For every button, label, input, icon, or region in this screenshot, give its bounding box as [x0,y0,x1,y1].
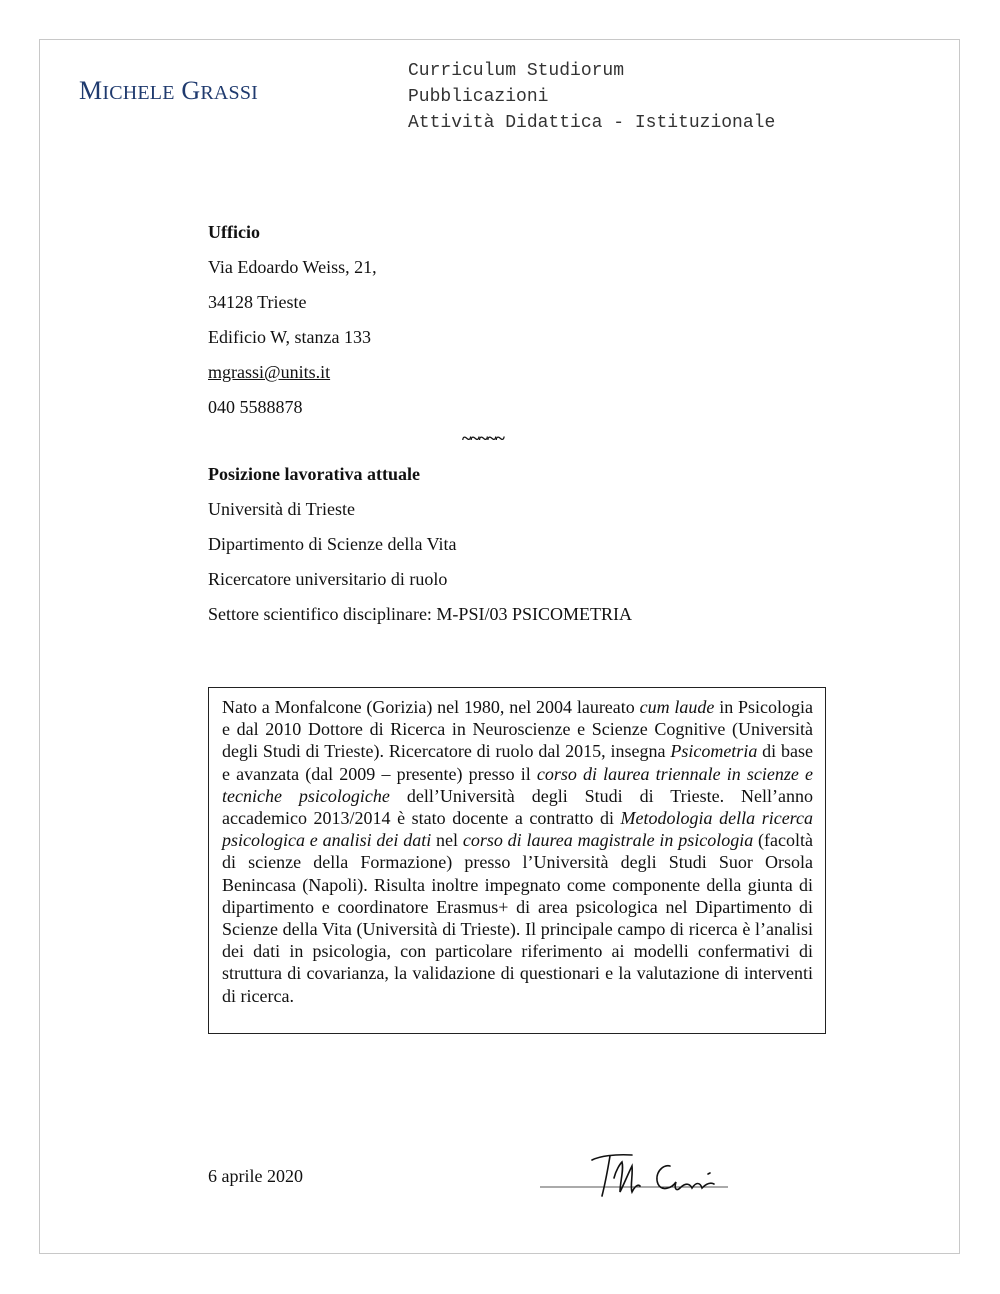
bio-italic-2: Psicometria [670,741,758,762]
nav-curriculum[interactable]: Curriculum Studiorum [408,61,625,81]
bio-italic-1: cum laude [639,697,715,717]
office-phone: 040 5588878 [208,397,303,417]
header-nav [408,58,775,136]
bio-text-1: Nato a Monfalcone (Gorizia) nel 1980, nel 2004 laureato [222,697,640,717]
position-university: Università di Trieste [208,499,355,519]
bio-box [208,687,826,1034]
position-department: Dipartimento di Scienze della Vita [208,534,457,554]
name-last-initial: G [181,76,201,105]
bio-text-3: di base e avanzata (dal 2009 – presente) presso il [222,741,813,784]
office-heading: Ufficio [208,222,260,242]
bio-text-4: dell’Università degli Studi di Trieste. Nell’anno accademico 2013/2014 è stato docente a contratto di [222,785,814,829]
position-heading: Posizione lavorativa attuale [208,464,420,484]
page-frame [39,39,960,1254]
position-section [208,462,632,637]
bio-text-5: nel [431,830,463,851]
position-role: Ricercatore universitario di ruolo [208,569,448,589]
name-first-initial: M [79,76,103,105]
document-date: 6 aprile 2020 [208,1166,303,1186]
office-email-link[interactable]: mgrassi@units.it [208,362,331,382]
office-room: Edificio W, stanza 133 [208,327,371,347]
author-name [79,76,258,106]
name-last-rest: RASSI [200,82,259,104]
nav-attivita[interactable]: Attività Didattica - Istituzionale [408,113,776,133]
position-sector: Settore scientifico disciplinare: M-PSI/03 PSICOMETRIA [208,604,632,624]
office-section [208,220,377,430]
bio-text-2: in Psicologia e dal 2010 Dottore di Ricerca in Neuroscienze e Scienze Cognitive (Università degli Studi di Trieste). Ricercatore di ruolo dal 2015, insegna [222,697,814,762]
bio-italic-3: corso di laurea triennale in scienze e tecniche psicologiche [222,763,813,806]
signature-image [540,1148,730,1198]
nav-pubblicazioni[interactable]: Pubblicazioni [408,87,549,107]
office-address-line1: Via Edoardo Weiss, 21, [208,257,377,277]
bio-italic-5: corso di laurea magistrale in psicologia [462,830,754,851]
office-address-line2: 34128 Trieste [208,292,307,312]
bio-text-6: (facoltà di scienze della Formazione) presso l’Università degli Studi Suor Orsola Benincasa (Napoli). Risulta inoltre impegnato come componente della giunta di dipartimento e coordinatore Erasmus+ di area psicologica nel Dipartimento di Scienze della Vita (Università di Trieste). Il principale campo di ricerca è l’analisi dei dati in psicologia, con particolare riferimento ai modelli confermativi di struttura di covarianza, la validazione di questionari e la valutazione di interventi di ricerca. [222,830,814,1006]
bio-italic-4: Metodologia della ricerca psicologica e analisi dei dati [222,808,814,851]
section-separator: ~~~~~ [462,428,504,448]
name-first-rest: ICHELE [102,82,175,104]
